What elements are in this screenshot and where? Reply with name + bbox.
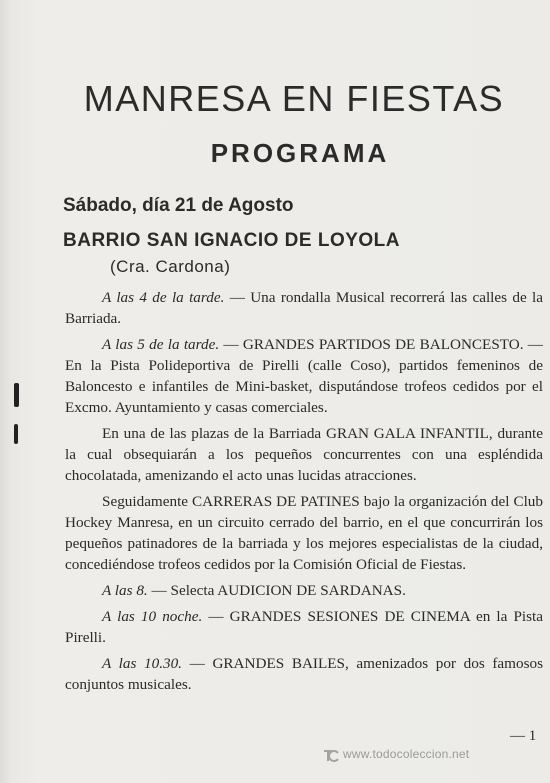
binding-mark <box>14 424 18 444</box>
district-subheading: (Cra. Cardona) <box>110 257 231 276</box>
event-text: — GRANDES SESIONES DE CINEMA en la Pista Pirelli. <box>65 608 543 646</box>
date-heading: Sábado, día 21 de Agosto <box>63 195 294 216</box>
binding-mark <box>14 383 19 407</box>
program-body <box>65 287 543 700</box>
todocoleccion-logo-icon <box>322 746 340 764</box>
event-text: — Selecta AUDICION DE SARDANAS. <box>147 582 406 599</box>
event-text: — GRANDES BAILES, amenizados por dos famosos conjuntos musicales. <box>65 655 543 693</box>
district-heading: BARRIO SAN IGNACIO DE LOYOLA <box>63 230 401 251</box>
program-paragraph <box>65 491 543 575</box>
program-paragraph <box>65 653 543 695</box>
event-text: — GRANDES PARTIDOS DE BALONCESTO. — En la Pista Polideportiva de Pirelli (calle Coso), partidos femeninos de Baloncesto e infantiles de Mini-basket, disputándose trofeos cedidos por el Excmo. Ayuntamiento y casas comerciales. <box>65 336 543 416</box>
program-paragraph <box>65 580 543 601</box>
page-title: MANRESA EN FIESTAS <box>83 78 505 119</box>
program-paragraph <box>65 606 543 648</box>
program-paragraph <box>65 287 543 329</box>
watermark <box>322 746 469 764</box>
program-paragraph <box>65 334 543 418</box>
page-subtitle: PROGRAMA <box>210 138 390 168</box>
event-time: A las 4 de la tarde. <box>102 289 225 306</box>
event-time: A las 10.30. <box>102 655 182 672</box>
event-text: — Una rondalla Musical recorrerá las calles de la Barriada. <box>65 289 543 327</box>
event-time: A las 8. <box>102 582 148 599</box>
event-text: Seguidamente CARRERAS DE PATINES bajo la organización del Club Hockey Manresa, en un circuito cerrado del barrio, en el que concurrirán los pequeños patinadores de la barriada y los mejores especialistas de la ciudad, concediéndose trofeos cedidos por la Comisión Oficial de Fiestas. <box>65 493 543 573</box>
watermark-text: www.todocoleccion.net <box>343 747 470 762</box>
event-text: En una de las plazas de la Barriada GRAN GALA INFANTIL, durante la cual obsequiarán a los pequeños concurrentes con una espléndida chocolatada, amenizando el acto unas lucidas atracciones. <box>65 425 543 484</box>
event-time: A las 10 noche. <box>102 608 203 625</box>
page-number: — 1 <box>510 728 537 744</box>
event-time: A las 5 de la tarde. <box>102 336 220 353</box>
program-paragraph <box>65 423 543 486</box>
